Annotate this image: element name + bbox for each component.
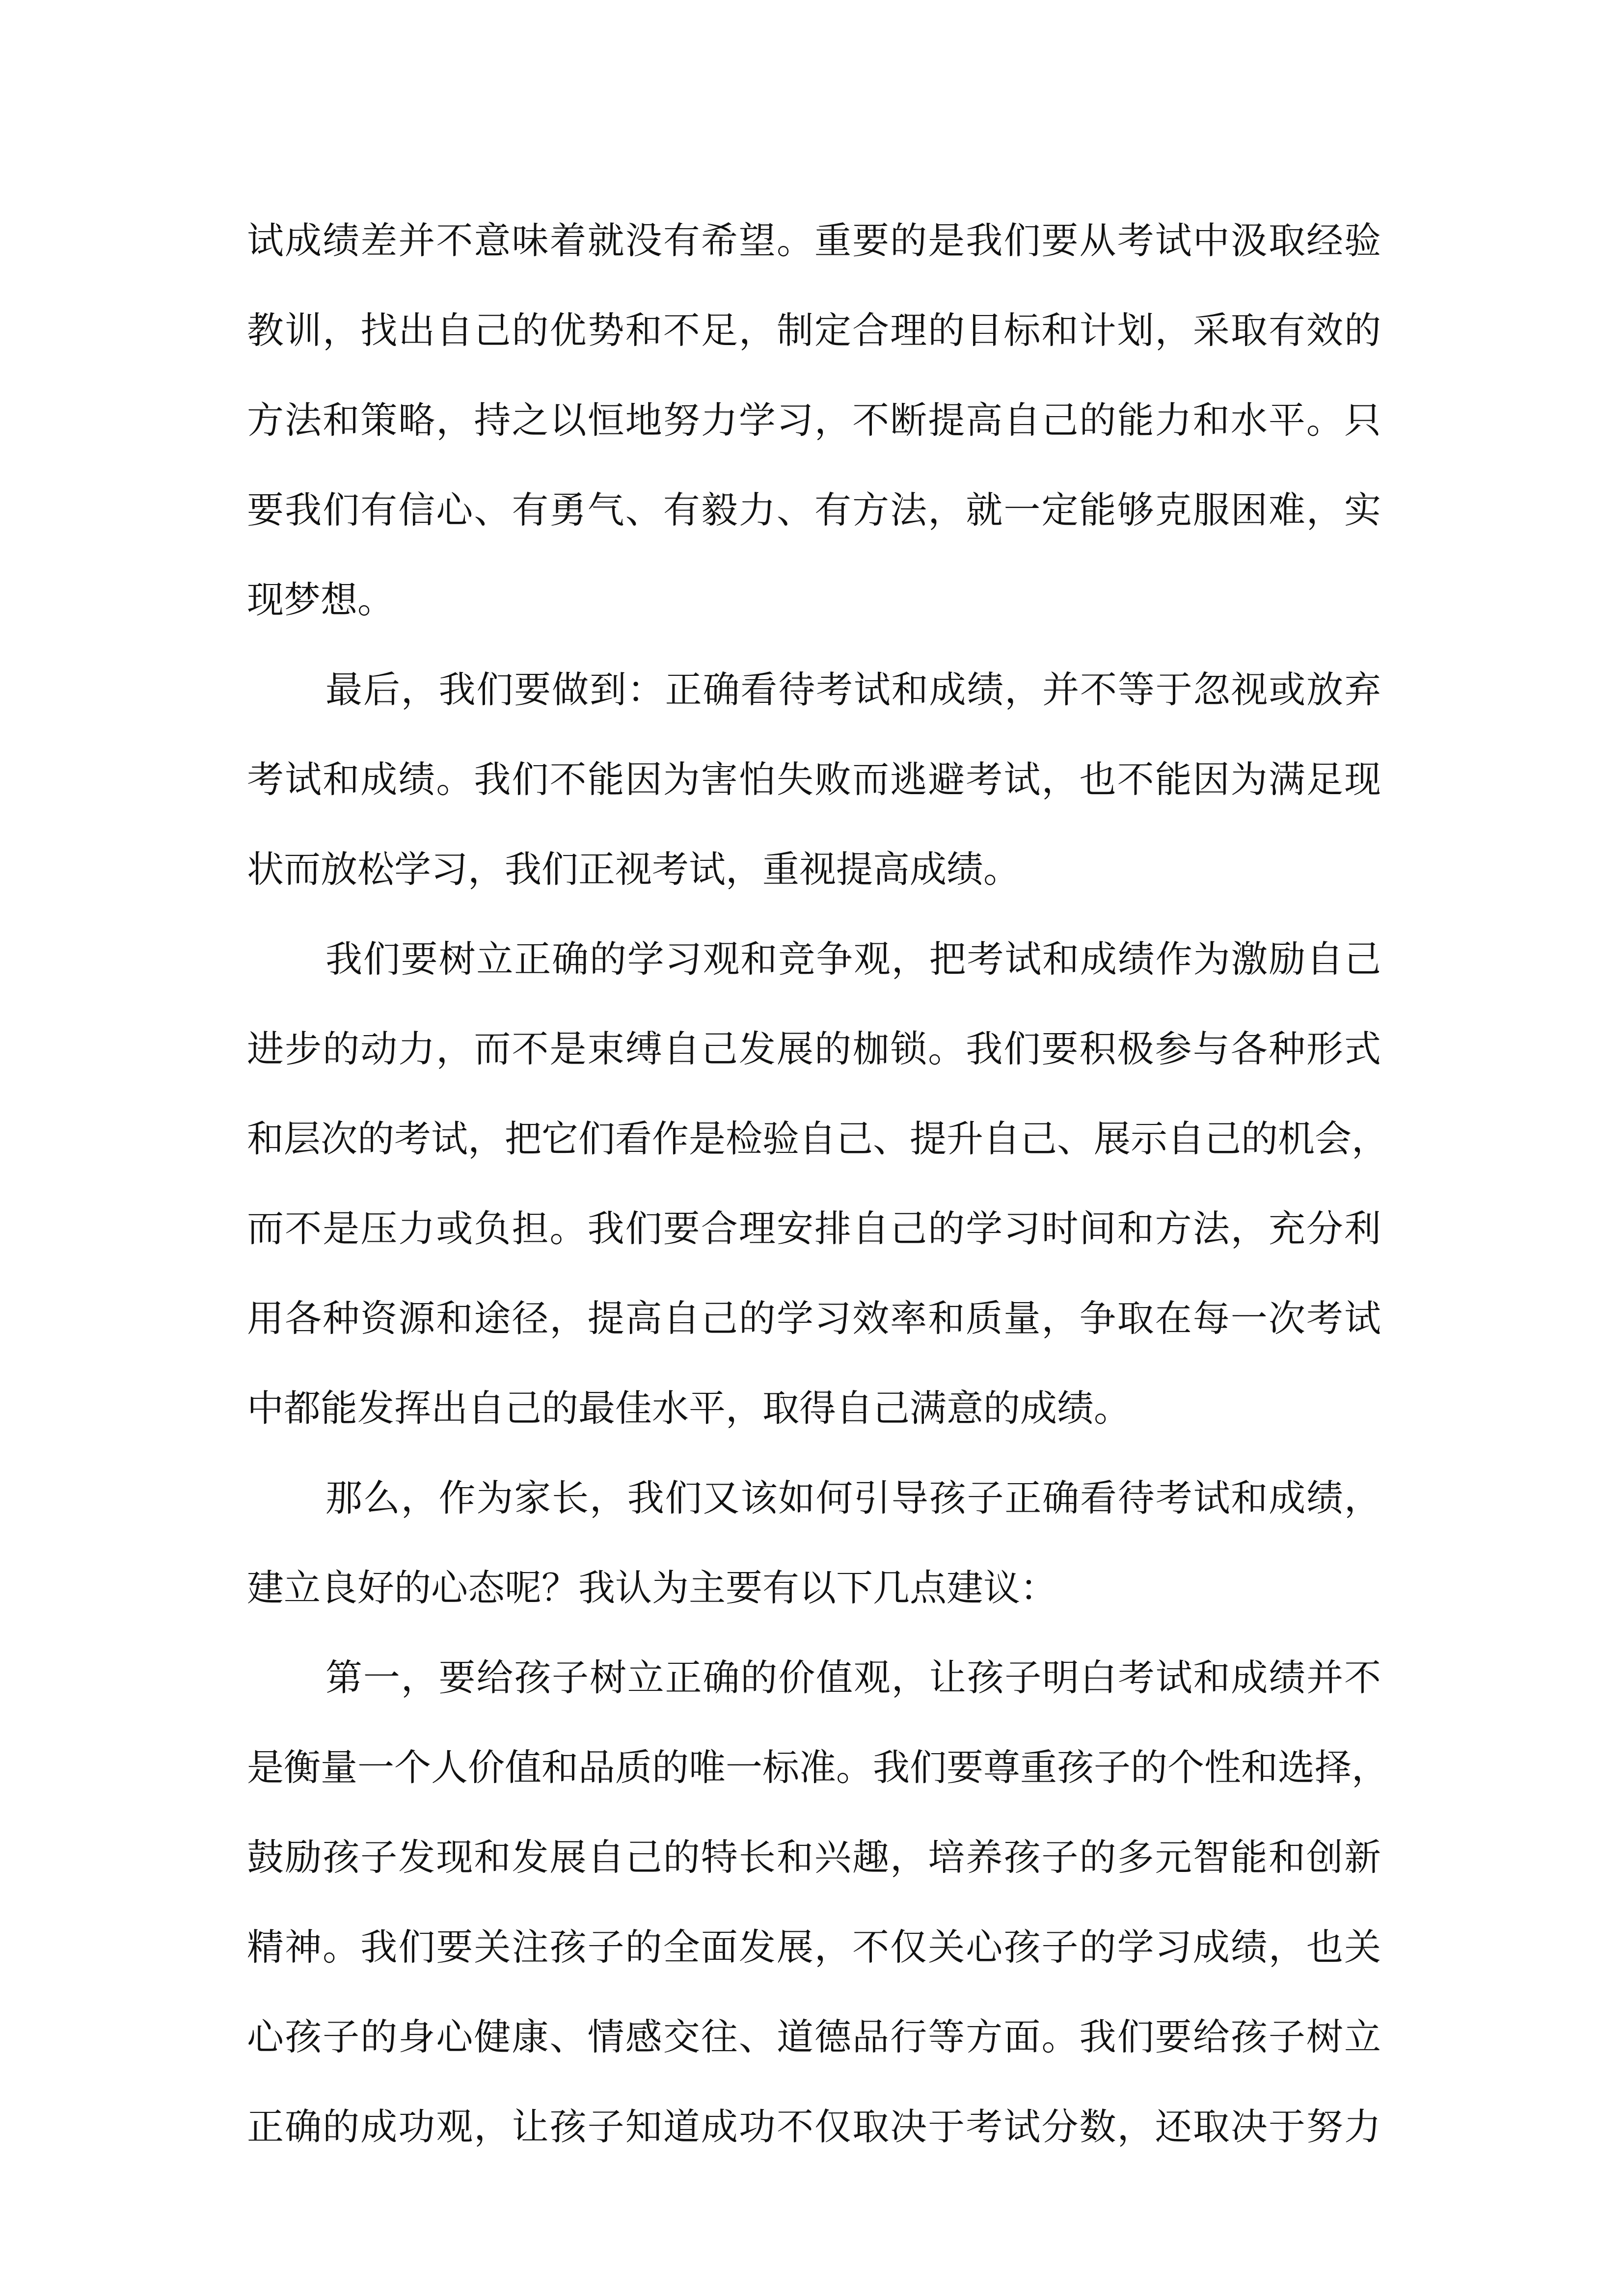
text-line: 建立良好的心态呢？我认为主要有以下几点建议：: [247, 1566, 1057, 1609]
text-line: 用各种资源和途径，提高自己的学习效率和质量，争取在每一次考试: [247, 1297, 1381, 1340]
text-line: 要我们有信心、有勇气、有毅力、有方法，就一定能够克服困难，实: [247, 488, 1381, 532]
text-line: 中都能发挥出自己的最佳水平，取得自己满意的成绩。: [247, 1387, 1131, 1430]
paragraph-first-line: 我们要树立正确的学习观和竞争观，把考试和成绩作为激励自己: [325, 937, 1381, 981]
text-line: 是衡量一个人价值和品质的唯一标准。我们要尊重孩子的个性和选择，: [247, 1746, 1389, 1789]
text-line: 方法和策略，持之以恒地努力学习，不断提高自己的能力和水平。只: [247, 399, 1381, 442]
text-line: 心孩子的身心健康、情感交往、道德品行等方面。我们要给孩子树立: [247, 2015, 1381, 2058]
text-line: 进步的动力，而不是束缚自己发展的枷锁。我们要积极参与各种形式: [247, 1027, 1381, 1070]
text-line: 状而放松学习，我们正视考试，重视提高成绩。: [247, 848, 1021, 891]
paragraph-first-line: 那么，作为家长，我们又该如何引导孩子正确看待考试和成绩，: [325, 1476, 1381, 1520]
text-line: 鼓励孩子发现和发展自己的特长和兴趣，培养孩子的多元智能和创新: [247, 1836, 1381, 1879]
text-line: 考试和成绩。我们不能因为害怕失败而逃避考试，也不能因为满足现: [247, 758, 1381, 801]
text-line: 精神。我们要关注孩子的全面发展，不仅关心孩子的学习成绩，也关: [247, 1925, 1381, 1969]
paragraph-first-line: 最后，我们要做到：正确看待考试和成绩，并不等于忽视或放弃: [325, 668, 1381, 711]
paragraph-first-line: 第一，要给孩子树立正确的价值观，让孩子明白考试和成绩并不: [325, 1656, 1381, 1699]
text-line: 现梦想。: [247, 578, 395, 621]
text-line: 而不是压力或负担。我们要合理安排自己的学习时间和方法，充分利: [247, 1207, 1381, 1250]
text-line: 教训，找出自己的优势和不足，制定合理的目标和计划，采取有效的: [247, 309, 1381, 352]
text-line: 试成绩差并不意味着就没有希望。重要的是我们要从考试中汲取经验: [247, 219, 1381, 262]
text-line: 正确的成功观，让孩子知道成功不仅取决于考试分数，还取决于努力: [247, 2105, 1381, 2148]
text-line: 和层次的考试，把它们看作是检验自己、提升自己、展示自己的机会，: [247, 1117, 1389, 1160]
